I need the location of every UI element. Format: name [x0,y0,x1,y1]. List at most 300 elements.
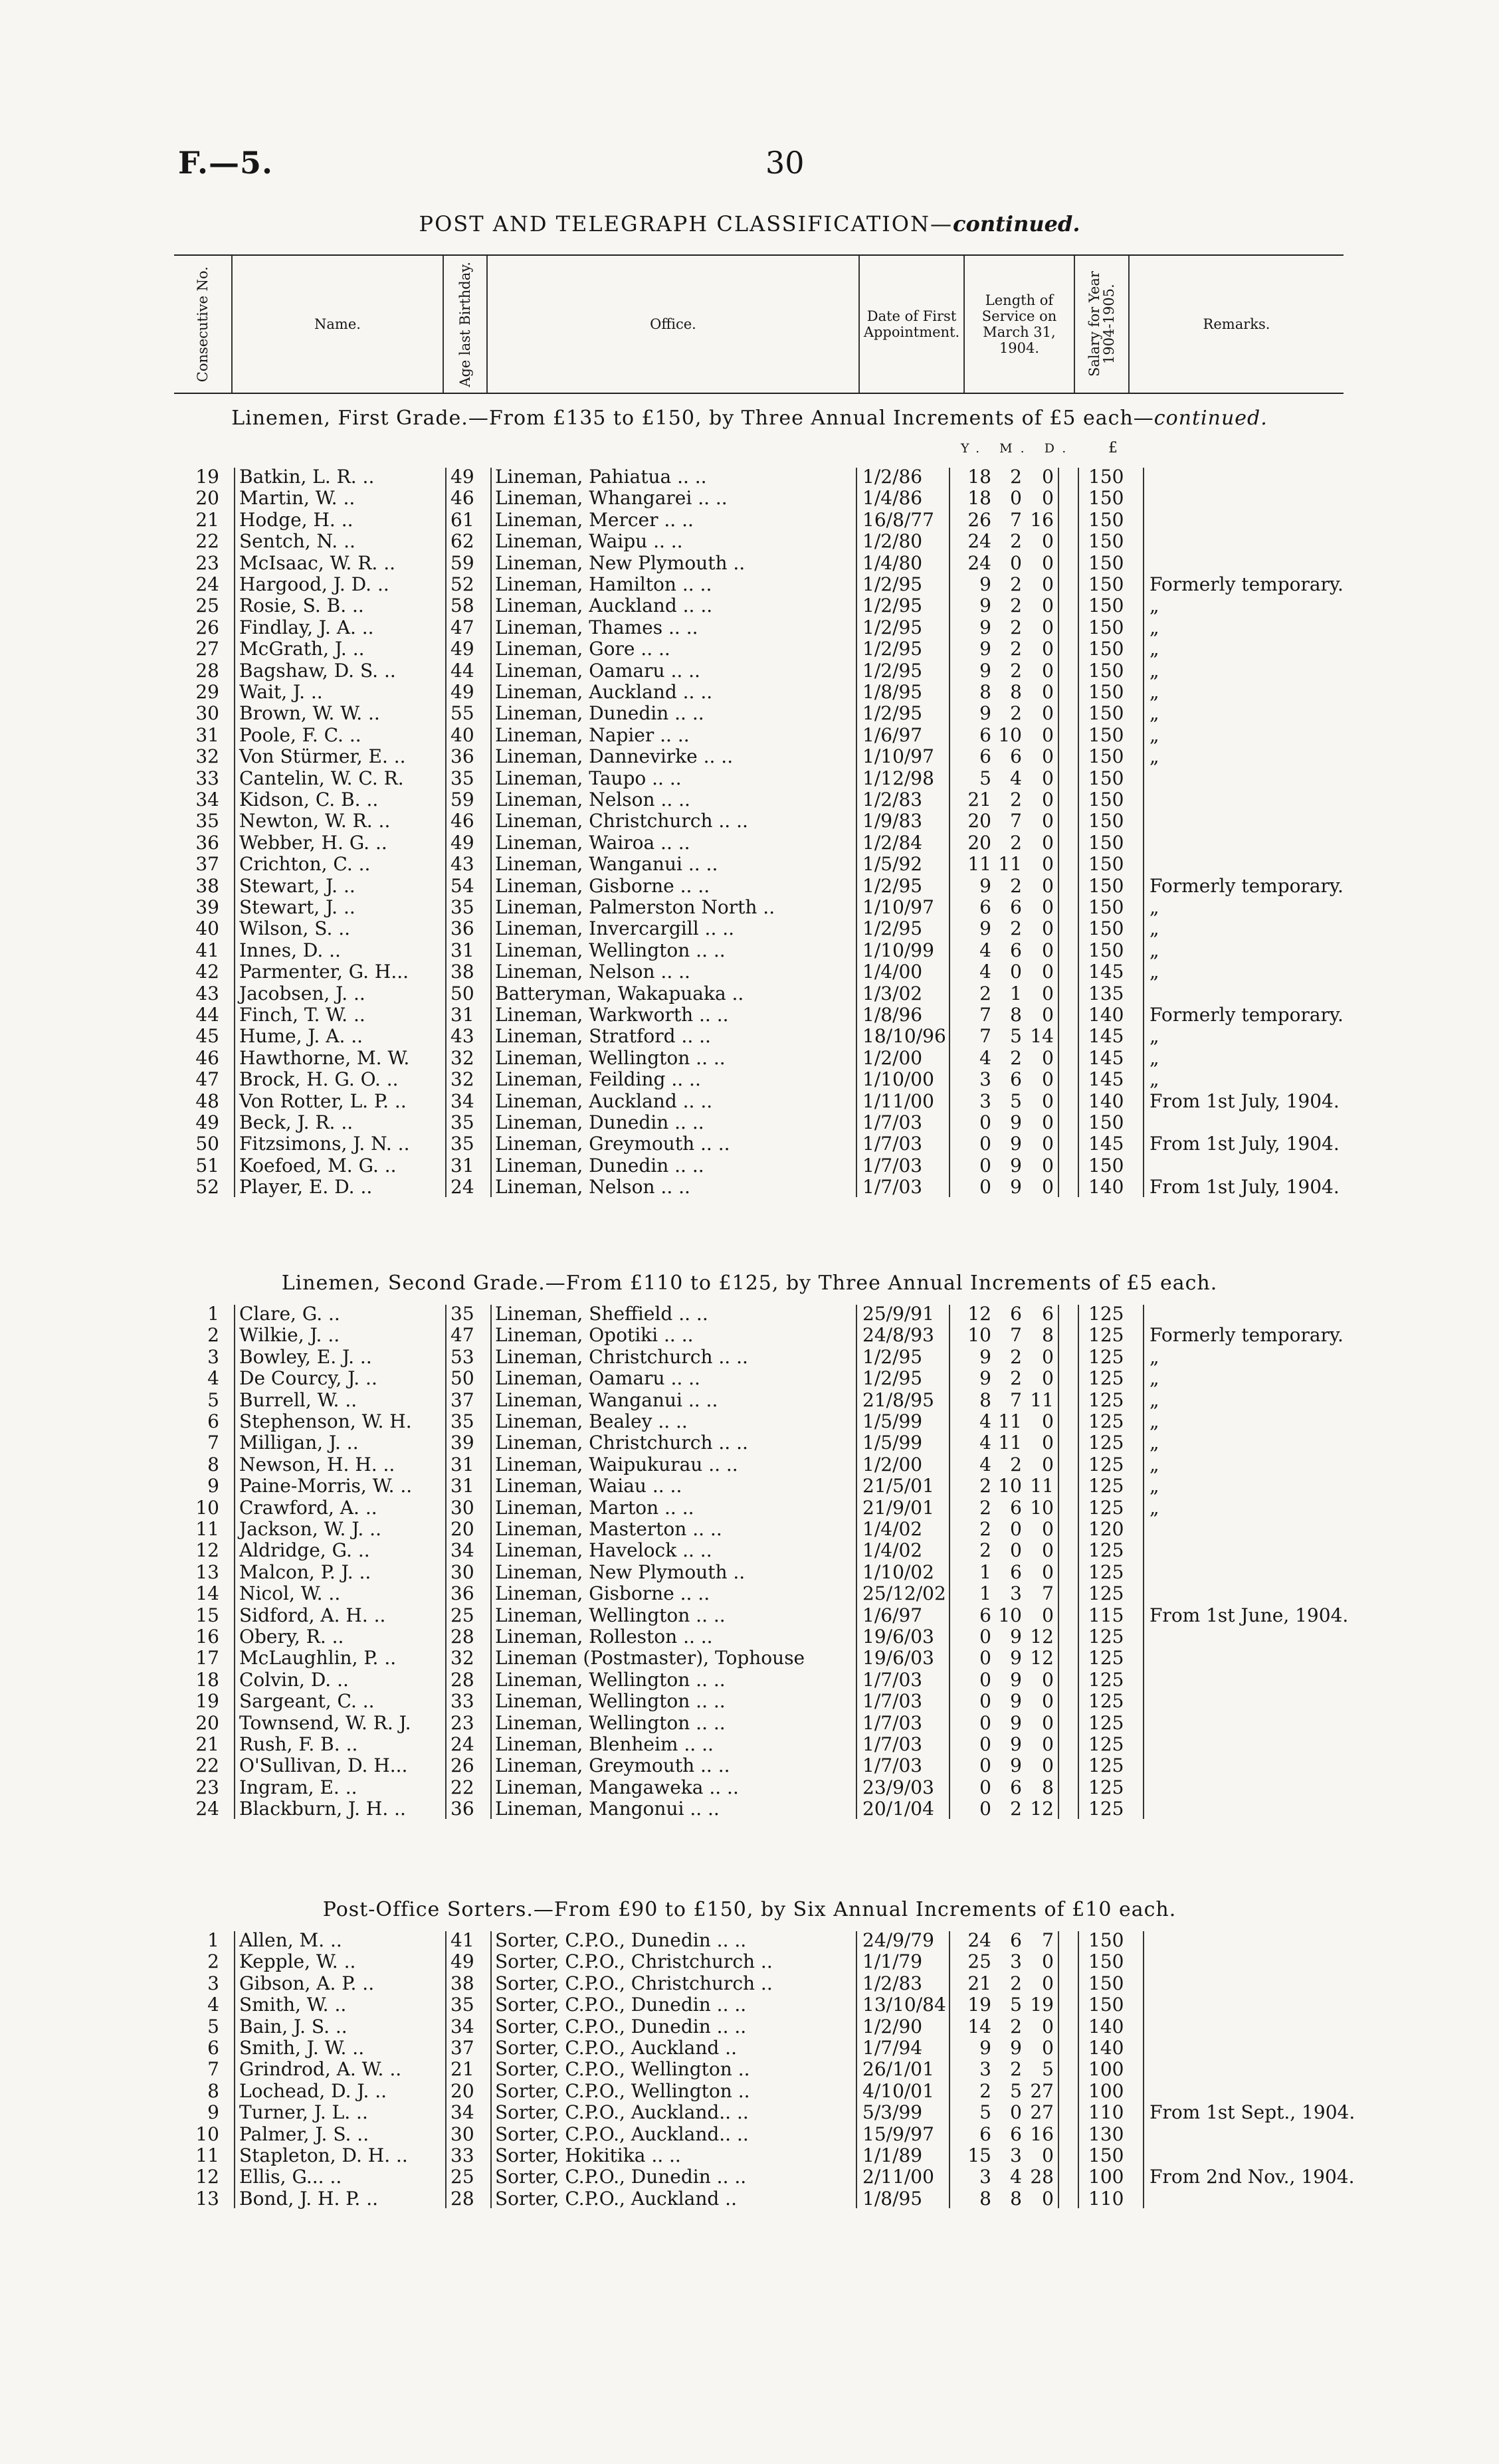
days-cell: 0 [1042,1561,1054,1583]
age-cell: 36 [450,917,474,940]
table-row [0,2059,1499,2080]
column-rule [1058,468,1059,1197]
years-cell: 0 [979,1668,991,1691]
years-cell: 4 [979,1432,991,1454]
remarks-cell: „ [1149,745,1159,768]
name-cell: Ellis, G... .. [239,2166,342,2188]
consecutive-number: 32 [195,745,219,768]
salary-cell: 125 [1088,1410,1124,1432]
months-cell: 3 [1010,1950,1022,1973]
remarks-cell: From 1st July, 1904. [1149,1133,1340,1155]
years-cell: 0 [979,1647,991,1669]
months-cell: 2 [1010,616,1022,638]
office-cell: Lineman, Auckland .. .. [495,681,713,703]
years-cell: 24 [967,530,991,553]
days-cell: 8 [1042,1324,1054,1347]
salary-cell: 150 [1088,487,1124,510]
years-cell: 9 [979,702,991,725]
table-row [0,2038,1499,2059]
years-cell: 20 [967,831,991,854]
remarks-cell: „ [1149,1453,1159,1475]
name-cell: McGrath, J. .. [239,638,365,660]
years-cell: 0 [979,1776,991,1798]
office-cell: Lineman, Opotiki .. .. [495,1324,694,1347]
date-cell: 1/2/90 [862,2015,923,2038]
days-cell: 7 [1042,1582,1054,1605]
years-cell: 25 [967,1950,991,1973]
consecutive-number: 52 [195,1176,219,1198]
office-cell: Lineman, Wellington .. .. [495,1046,726,1069]
column-rule [949,468,950,1197]
years-cell: 0 [979,1690,991,1713]
column-rule [1058,1305,1059,1819]
age-cell: 36 [450,1798,474,1820]
consecutive-number: 39 [195,896,219,918]
age-cell: 49 [450,1950,474,1973]
office-cell: Batteryman, Wakapuaka .. [495,982,744,1004]
office-cell: Lineman, Wairoa .. .. [495,831,690,854]
office-cell: Sorter, Hokitika .. .. [495,2144,681,2166]
column-rule [1078,1305,1079,1819]
salary-cell: 135 [1088,982,1124,1004]
date-cell: 1/5/92 [862,853,923,876]
consecutive-number: 30 [195,702,219,725]
remarks-cell: From 1st July, 1904. [1149,1090,1340,1112]
years-cell: 8 [979,1388,991,1411]
salary-cell: 150 [1088,1994,1124,2016]
days-cell: 0 [1042,874,1054,897]
salary-cell: 125 [1088,1345,1124,1368]
years-cell: 9 [979,917,991,940]
name-cell: Crawford, A. .. [239,1496,377,1519]
date-cell: 1/7/03 [862,1668,923,1691]
consecutive-number: 21 [195,508,219,531]
col-header-name [231,256,443,393]
years-cell: 0 [979,1711,991,1734]
age-cell: 50 [450,982,474,1004]
name-cell: Palmer, J. S. .. [239,2123,369,2145]
table-row [0,466,1499,488]
name-cell: De Courcy, J. .. [239,1367,377,1390]
column-rule [1058,1931,1059,2208]
months-cell: 3 [1010,1582,1022,1605]
date-cell: 26/1/01 [862,2058,934,2081]
date-cell: 1/10/00 [862,1068,934,1091]
date-cell: 1/3/02 [862,982,923,1004]
table-row [0,1713,1499,1734]
remarks-cell: Formerly temporary. [1149,874,1344,897]
salary-cell: 130 [1088,2123,1124,2145]
salary-cell: 140 [1088,1004,1124,1026]
table-row [0,1626,1499,1648]
office-cell: Lineman, Dannevirke .. .. [495,745,734,768]
salary-cell: 125 [1088,1711,1124,1734]
name-cell: Turner, J. L. .. [239,2101,368,2124]
table-row [0,2166,1499,2188]
days-cell: 16 [1030,2123,1054,2145]
months-cell: 9 [1010,2037,1022,2059]
years-cell: 24 [967,1929,991,1951]
months-cell: 2 [1010,595,1022,617]
date-cell: 1/1/79 [862,1950,923,1973]
table-row [0,2016,1499,2038]
name-cell: Von Stürmer, E. .. [239,745,406,768]
age-cell: 38 [450,961,474,983]
salary-cell: 125 [1088,1432,1124,1454]
date-cell: 1/4/02 [862,1539,923,1562]
name-cell: Obery, R. .. [239,1626,344,1648]
consecutive-number: 43 [195,982,219,1004]
days-cell: 0 [1042,789,1054,810]
age-cell: 39 [450,1432,474,1454]
name-cell: Smith, W. .. [239,1994,347,2016]
months-cell: 7 [1010,508,1022,531]
years-cell: 14 [967,2015,991,2038]
age-cell: 31 [450,1475,474,1497]
salary-cell: 140 [1088,1090,1124,1112]
age-cell: 59 [450,551,474,574]
date-cell: 1/6/97 [862,1604,923,1626]
salary-cell: 150 [1088,659,1124,682]
consecutive-number: 27 [195,638,219,660]
consecutive-number: 22 [195,530,219,553]
document-title-suffix: continued. [953,211,1080,237]
consecutive-number: 28 [195,659,219,682]
months-cell: 0 [1010,1539,1022,1562]
date-cell: 1/11/00 [862,1090,934,1112]
table-row [0,553,1499,574]
office-cell: Lineman, Warkworth .. .. [495,1004,729,1026]
name-cell: Lochead, D. J. .. [239,2079,387,2102]
table-row [0,682,1499,703]
years-cell: 5 [979,2101,991,2124]
office-cell: Lineman, Waiau .. .. [495,1475,682,1497]
salary-cell: 150 [1088,853,1124,876]
consecutive-number: 5 [207,2015,219,2038]
months-cell: 11 [998,1432,1022,1454]
consecutive-number: 46 [195,1046,219,1069]
days-cell: 0 [1042,1154,1054,1177]
remarks-cell: „ [1149,1046,1159,1069]
col-header-name-label: Name. [314,316,361,332]
name-cell: Wilson, S. .. [239,917,351,940]
name-cell: Stapleton, D. H. .. [239,2144,408,2166]
col-header-remarks-label: Remarks. [1203,316,1270,332]
years-cell: 18 [967,466,991,488]
date-cell: 1/10/97 [862,745,934,768]
days-cell: 0 [1042,2015,1054,2038]
consecutive-number: 3 [207,1345,219,1368]
name-cell: Rosie, S. B. .. [239,595,364,617]
salary-cell: 150 [1088,723,1124,746]
section-title-post-office-sorters [0,1898,1499,1921]
years-cell: 21 [967,789,991,810]
office-cell: Lineman, Marton .. .. [495,1496,694,1519]
table-row [0,983,1499,1004]
salary-cell: 100 [1088,2058,1124,2081]
days-cell: 0 [1042,1668,1054,1691]
consecutive-number: 8 [207,1453,219,1475]
age-cell: 25 [450,1604,474,1626]
years-cell: 0 [979,1754,991,1777]
days-cell: 11 [1030,1475,1054,1497]
months-cell: 0 [1010,487,1022,510]
years-cell: 15 [967,2144,991,2166]
table-header [174,254,1344,394]
name-cell: Colvin, D. .. [239,1668,349,1691]
consecutive-number: 12 [195,2166,219,2188]
age-cell: 21 [450,2058,474,2081]
table-row [0,1177,1499,1198]
days-cell: 0 [1042,595,1054,617]
consecutive-number: 36 [195,831,219,854]
table-row [0,1605,1499,1626]
years-cell: 0 [979,1626,991,1648]
salary-cell: 140 [1088,2015,1124,2038]
office-cell: Lineman, Bealey .. .. [495,1410,688,1432]
consecutive-number: 38 [195,874,219,897]
column-rule [490,1305,492,1819]
days-cell: 0 [1042,723,1054,746]
days-cell: 0 [1042,659,1054,682]
table-row [0,2124,1499,2145]
salary-cell: 110 [1088,2187,1124,2210]
table-row [0,1475,1499,1497]
days-cell: 7 [1042,1929,1054,1951]
date-cell: 1/9/83 [862,810,923,832]
office-cell: Sorter, C.P.O., Christchurch .. [495,1950,773,1973]
remarks-cell: „ [1149,1496,1159,1519]
column-rule [445,1931,447,2208]
age-cell: 31 [450,1004,474,1026]
age-cell: 43 [450,853,474,876]
col-header-length-label: Length of Service on March 31, 1904. [981,292,1057,356]
months-cell: 9 [1010,1111,1022,1133]
months-cell: 0 [1010,2101,1022,2124]
salary-cell: 150 [1088,1111,1124,1133]
years-cell: 9 [979,1345,991,1368]
salary-cell: 150 [1088,810,1124,832]
salary-cell: 125 [1088,1754,1124,1777]
salary-cell: 115 [1088,1604,1124,1626]
table-row [0,2188,1499,2210]
office-cell: Lineman, Dunedin .. .. [495,702,704,725]
office-cell: Lineman, Masterton .. .. [495,1518,722,1540]
days-cell: 0 [1042,1176,1054,1198]
ymd-unit-label: Y. M. D. [961,441,1074,456]
days-cell: 0 [1042,551,1054,574]
column-rule [1078,1931,1079,2208]
salary-cell: 125 [1088,1668,1124,1691]
column-rule [1143,1931,1144,2208]
col-header-office-label: Office. [650,316,696,332]
years-cell: 0 [979,1133,991,1155]
months-cell: 5 [1010,1994,1022,2016]
consecutive-number: 42 [195,961,219,983]
years-cell: 0 [979,1154,991,1177]
remarks-cell: „ [1149,1432,1159,1454]
salary-cell: 100 [1088,2079,1124,2102]
table-row [0,725,1499,746]
age-cell: 36 [450,745,474,768]
table-row [0,789,1499,810]
consecutive-number: 3 [207,1972,219,1994]
remarks-cell: „ [1149,896,1159,918]
age-cell: 28 [450,2187,474,2210]
years-cell: 0 [979,1111,991,1133]
months-cell: 6 [1010,1929,1022,1951]
name-cell: Allen, M. .. [239,1929,342,1951]
consecutive-number: 2 [207,1324,219,1347]
days-cell: 0 [1042,917,1054,940]
months-cell: 6 [1010,2123,1022,2145]
date-cell: 1/2/95 [862,659,923,682]
name-cell: McLaughlin, P. .. [239,1647,397,1669]
date-cell: 19/6/03 [862,1647,934,1669]
date-cell: 16/8/77 [862,508,934,531]
office-cell: Lineman, Greymouth .. .. [495,1133,730,1155]
date-cell: 1/2/95 [862,616,923,638]
consecutive-number: 25 [195,595,219,617]
office-cell: Lineman, Invercargill .. .. [495,917,735,940]
days-cell: 0 [1042,466,1054,488]
months-cell: 9 [1010,1626,1022,1648]
table-row [0,1930,1499,1951]
date-cell: 1/7/03 [862,1754,923,1777]
name-cell: McIsaac, W. R. .. [239,551,396,574]
age-cell: 35 [450,1133,474,1155]
column-rule [856,468,857,1197]
office-cell: Lineman, Gisborne .. .. [495,874,710,897]
age-cell: 49 [450,638,474,660]
years-cell: 19 [967,1994,991,2016]
months-cell: 2 [1010,2058,1022,2081]
salary-cell: 150 [1088,939,1124,961]
consecutive-number: 16 [195,1626,219,1648]
age-cell: 46 [450,487,474,510]
office-cell: Lineman, Taupo .. .. [495,767,682,789]
consecutive-number: 22 [195,1754,219,1777]
salary-cell: 150 [1088,831,1124,854]
days-cell: 0 [1042,2037,1054,2059]
years-cell: 5 [979,767,991,789]
consecutive-number: 51 [195,1154,219,1177]
salary-cell: 125 [1088,1582,1124,1605]
name-cell: Hawthorne, M. W. [239,1046,410,1069]
days-cell: 0 [1042,1090,1054,1112]
office-cell: Lineman, Waipu .. .. [495,530,683,553]
date-cell: 1/2/00 [862,1046,923,1069]
date-cell: 1/2/95 [862,573,923,595]
table-row [0,876,1499,897]
name-cell: Innes, D. .. [239,939,341,961]
name-cell: Townsend, W. R. J. [239,1711,411,1734]
remarks-cell: „ [1149,1068,1159,1091]
table-row [0,1091,1499,1112]
date-cell: 13/10/84 [862,1994,946,2016]
months-cell: 2 [1010,831,1022,854]
col-header-length [963,256,1074,393]
years-cell: 9 [979,595,991,617]
months-cell: 9 [1010,1133,1022,1155]
office-cell: Lineman, Nelson .. .. [495,789,690,810]
column-rule [234,1305,235,1819]
consecutive-number: 18 [195,1668,219,1691]
salary-cell: 110 [1088,2101,1124,2124]
column-rule [234,468,235,1197]
months-cell: 2 [1010,1798,1022,1820]
months-cell: 10 [998,1475,1022,1497]
days-cell: 0 [1042,1004,1054,1026]
section-title-linemen-first-grade [0,407,1499,430]
days-cell: 0 [1042,2144,1054,2166]
table-row [0,2102,1499,2123]
days-cell: 0 [1042,1690,1054,1713]
days-cell: 6 [1042,1303,1054,1325]
months-cell: 3 [1010,2144,1022,2166]
months-cell: 2 [1010,659,1022,682]
remarks-cell: From 1st Sept., 1904. [1149,2101,1355,2124]
office-cell: Lineman, Rolleston .. .. [495,1626,713,1648]
days-cell: 0 [1042,530,1054,553]
age-cell: 35 [450,1111,474,1133]
months-cell: 6 [1010,939,1022,961]
date-cell: 21/5/01 [862,1475,934,1497]
date-cell: 1/8/95 [862,681,923,703]
office-cell: Sorter, C.P.O., Wellington .. [495,2058,750,2081]
months-cell: 9 [1010,1733,1022,1755]
salary-cell: 125 [1088,1303,1124,1325]
salary-cell: 150 [1088,616,1124,638]
months-cell: 6 [1010,1303,1022,1325]
table-row [0,1994,1499,2016]
days-cell: 12 [1030,1647,1054,1669]
consecutive-number: 12 [195,1539,219,1562]
table-row [0,1325,1499,1346]
salary-cell: 150 [1088,745,1124,768]
remarks-cell: „ [1149,616,1159,638]
date-cell: 1/2/86 [862,466,923,488]
remarks-cell: From 2nd Nov., 1904. [1149,2166,1355,2188]
date-cell: 1/10/97 [862,896,934,918]
consecutive-number: 33 [195,767,219,789]
months-cell: 8 [1010,2187,1022,2210]
days-cell: 0 [1042,1046,1054,1069]
table-row [0,2081,1499,2102]
office-cell: Lineman (Postmaster), Tophouse [495,1647,805,1669]
office-cell: Lineman, Pahiatua .. .. [495,466,707,488]
consecutive-number: 44 [195,1004,219,1026]
years-cell: 3 [979,2166,991,2188]
age-cell: 35 [450,1303,474,1325]
table-row [0,1411,1499,1432]
years-cell: 9 [979,573,991,595]
document-title-main: POST AND TELEGRAPH CLASSIFICATION— [419,211,953,237]
office-cell: Lineman, Blenheim .. .. [495,1733,714,1755]
consecutive-number: 5 [207,1388,219,1411]
consecutive-number: 1 [207,1303,219,1325]
date-cell: 1/7/03 [862,1690,923,1713]
table-row [0,1004,1499,1026]
office-cell: Lineman, Waipukurau .. .. [495,1453,738,1475]
table-row [0,1669,1499,1691]
col-header-date-label: Date of First Appointment. [863,308,960,340]
date-cell: 1/5/99 [862,1432,923,1454]
name-cell: Hodge, H. .. [239,508,353,531]
name-cell: Bagshaw, D. S. .. [239,659,396,682]
days-cell: 0 [1042,1711,1054,1734]
office-cell: Lineman, Wanganui .. .. [495,1388,718,1411]
